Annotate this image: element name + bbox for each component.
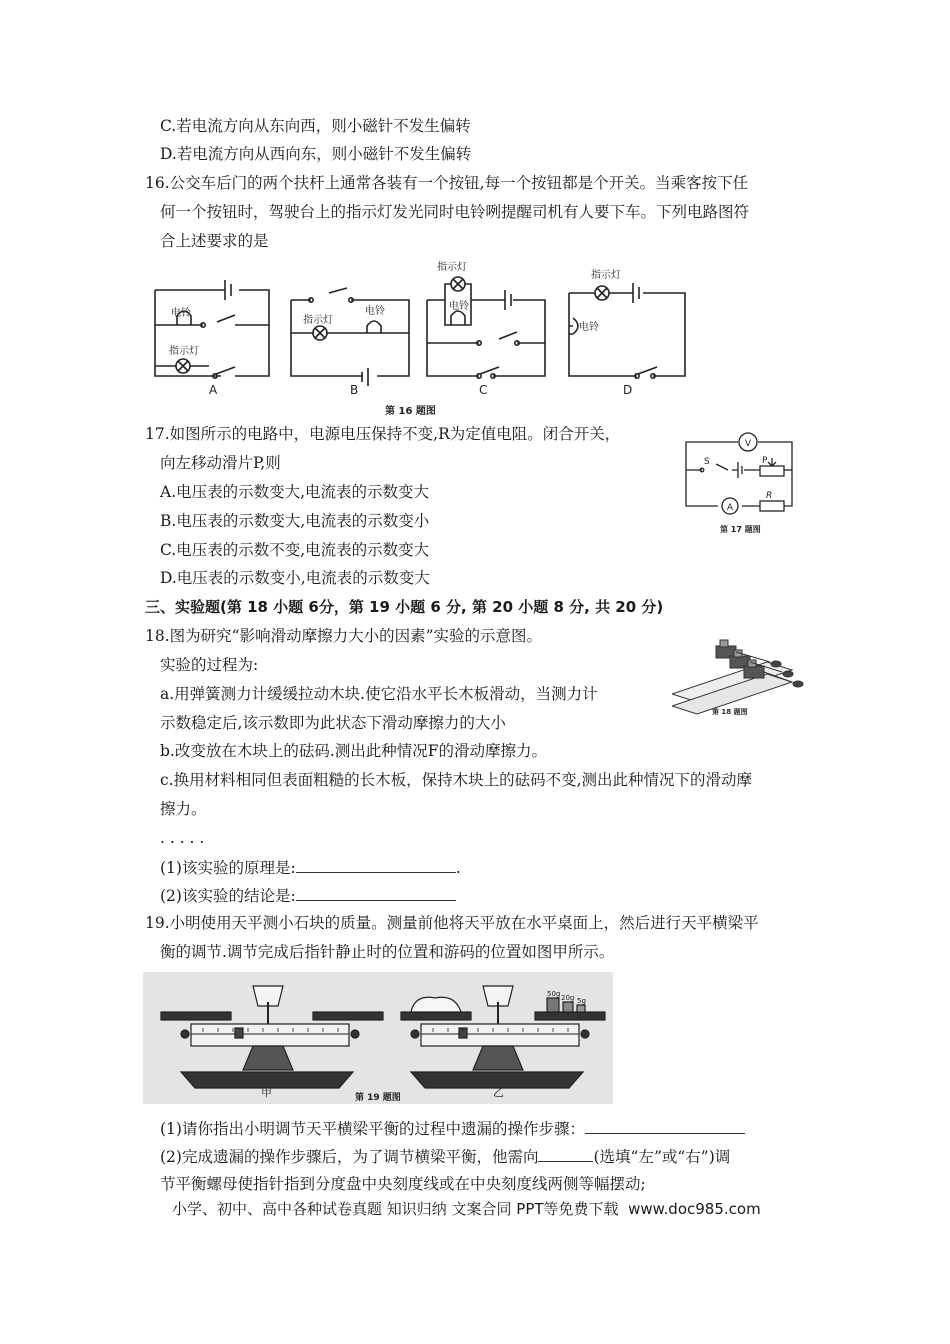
q19-weight-20g: 20g [561, 994, 575, 1002]
q16-caption: 第 16 题图 [385, 406, 436, 417]
section3-title: 三、实验题(第 18 小题 6分，第 19 小题 6 分, 第 20 小题 8 分, 共 20 分) [145, 598, 664, 616]
q19-part1-label: (1)请你指出小明调节天平横梁平衡的过程中遗漏的操作步骤： [160, 1120, 585, 1138]
q18-step-c1: c.换用材料相同但表面粗糙的长木板，保持木块上的砝码不变,测出此种情况下的滑动摩 [160, 771, 753, 789]
q18-friction-figure [672, 634, 812, 720]
q18-step-a1: a.用弹簧测力计缓缓拉动木块.使它沿水平长木板滑动，当测力计 [160, 685, 598, 703]
q18-step-c2: 擦力。 [160, 800, 207, 818]
q16-letter-c: C [479, 383, 488, 397]
q16-d-bell-label: 电铃 [579, 322, 599, 333]
q17-caption: 第 17 题图 [720, 525, 761, 534]
page-footer [172, 1198, 761, 1219]
q19-part2-label: (2)完成遗漏的操作步骤后，为了调节横梁平衡，他需向 [160, 1148, 539, 1166]
q17-ammeter-label: A [726, 503, 734, 513]
q17-stem-line2: 向左移动滑片P,则 [160, 454, 281, 472]
q19-part2 [160, 1145, 730, 1167]
q17-voltmeter-label: V [744, 439, 752, 449]
q17-option-c: C.电压表的示数不变,电流表的示数变大 [160, 541, 430, 559]
q19-caption: 第 19 题图 [355, 1093, 401, 1103]
q17-slider-label: P [762, 456, 768, 466]
q18-step-b: b.改变放在木块上的砝码.测出此种情况F的滑动摩擦力。 [160, 742, 548, 760]
q19-part2-hint: (选填“左”或“右”)调 [593, 1148, 731, 1166]
footer-text: 小学、初中、高中各种试卷真题 知识归纳 文案合同 PPT等免费下载 [172, 1200, 619, 1218]
q19-part2-blank[interactable] [538, 1145, 593, 1162]
q19-weight-5g: 5g [577, 997, 586, 1005]
q17-stem-line1: 17.如图所示的电路中，电源电压保持不变,R为定值电阻。闭合开关， [145, 425, 621, 443]
q18-part2-label: (2)该实验的结论是: [160, 887, 296, 905]
q15-option-d: D.若电流方向从西向东，则小磁针不发生偏转 [160, 145, 472, 163]
q16-b-bell-label: 电铃 [365, 306, 385, 317]
q18-caption: 第 18 题图 [712, 708, 748, 716]
footer-url[interactable]: www.doc985.com [628, 1200, 761, 1218]
q19-label-jia: 甲 [261, 1086, 272, 1099]
q19-stem-line2: 衡的调节.调节完成后指针静止时的位置和游码的位置如图甲所示。 [160, 943, 615, 961]
q19-part1-blank[interactable] [585, 1117, 745, 1134]
q16-a-lamp-label: 指示灯 [169, 346, 199, 357]
q15-option-c: C.若电流方向从东向西，则小磁针不发生偏转 [160, 117, 471, 135]
q16-letter-a: A [209, 383, 218, 397]
q19-label-yi: 乙 [493, 1086, 504, 1099]
q18-stem-line1: 18.图为研究“影响滑动摩擦力大小的因素”实验的示意图。 [145, 627, 543, 645]
q17-resistor-label: R [766, 491, 773, 501]
q19-stem-line1: 19.小明使用天平测小石块的质量。测量前他将天平放在水平桌面上，然后进行天平横梁平 [145, 914, 759, 932]
q18-step-a2: 示数稳定后,该示数即为此状态下滑动摩擦力的大小 [160, 714, 506, 732]
q17-switch-label: S [704, 457, 710, 467]
q16-letter-d: D [623, 383, 633, 397]
q16-letter-b: B [350, 383, 359, 397]
q19-part2-line2: 节平衡螺母使指针指到分度盘中央刻度线或在中央刻度线两侧等幅摆动; [160, 1175, 646, 1193]
q16-c-bell-label: 电铃 [449, 301, 469, 312]
q18-part2-blank[interactable] [296, 884, 456, 901]
q16-stem-line2: 何一个按钮时，驾驶台上的指示灯发光同时电铃咧提醒司机有人要下车。下列电路图符 [160, 203, 750, 221]
q18-part2 [160, 884, 456, 906]
q16-circuit-figure [143, 258, 703, 418]
q19-weight-50g: 50g [547, 990, 561, 998]
q18-ellipsis: . . . . . [160, 829, 205, 847]
q18-part1-blank[interactable] [296, 856, 456, 873]
q19-balance-figure [143, 972, 613, 1104]
q17-option-d: D.电压表的示数变小,电流表的示数变大 [160, 569, 430, 587]
q16-d-lamp-label: 指示灯 [591, 270, 621, 281]
q18-part1 [160, 856, 461, 878]
q17-circuit-figure [680, 430, 810, 540]
q16-stem-line1: 16.公交车后门的两个扶杆上通常各装有一个按钮,每一个按钮都是个开关。当乘客按下任 [145, 174, 749, 192]
q16-c-lamp-label: 指示灯 [437, 262, 467, 273]
q18-part1-label: (1)该实验的原理是: [160, 859, 296, 877]
q17-option-a: A.电压表的示数变大,电流表的示数变大 [160, 483, 430, 501]
q17-option-b: B.电压表的示数变大,电流表的示数变小 [160, 512, 430, 530]
q18-part1-period: . [455, 859, 461, 877]
q16-b-lamp-label: 指示灯 [303, 315, 333, 326]
q16-a-bell-label: 电铃 [171, 308, 191, 319]
q16-stem-line3: 合上述要求的是 [160, 232, 269, 250]
q19-part1 [160, 1117, 745, 1139]
q18-stem-line2: 实验的过程为: [160, 656, 259, 674]
